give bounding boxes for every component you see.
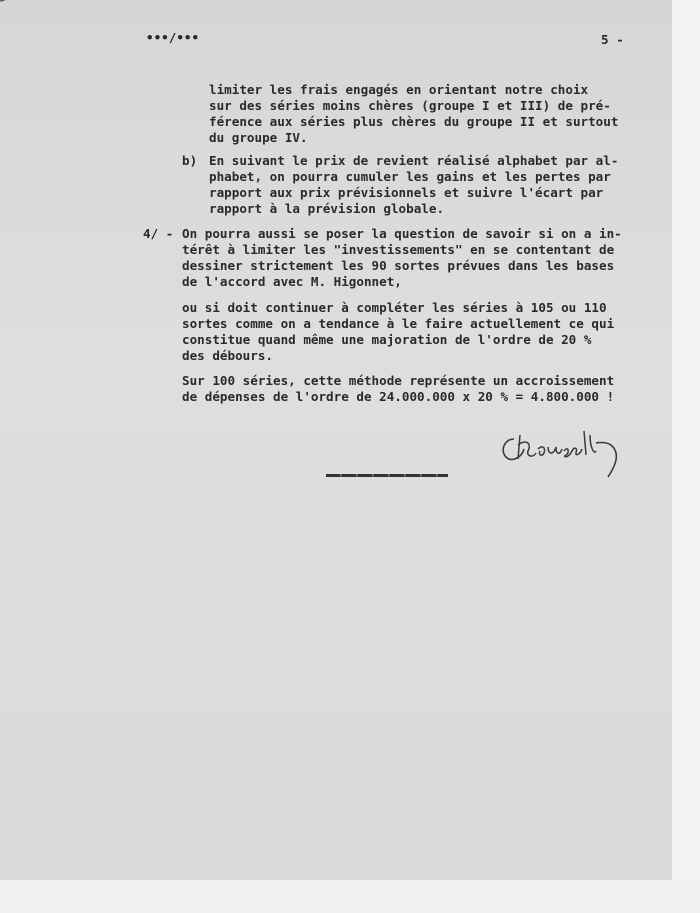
text-line: férence aux séries plus chères du groupe II et surtout	[209, 114, 619, 129]
closing-rule	[326, 474, 448, 477]
paragraph-a	[209, 82, 618, 146]
handwritten-signature	[498, 425, 622, 483]
text-line: rapport aux prix prévisionnels et suivre l'écart par	[209, 185, 604, 200]
paragraph-sur	[182, 373, 614, 405]
scan-margin-bottom	[0, 880, 700, 913]
text-line: En suivant le prix de revient réalisé alphabet par al-	[209, 153, 619, 168]
text-line: limiter les frais engagés en orientant notre choix	[209, 82, 589, 97]
page-number: 5 -	[601, 32, 624, 47]
text-line: de l'accord avec M. Higonnet,	[182, 274, 402, 289]
text-line: rapport à la prévision globale.	[209, 201, 445, 216]
text-line: phabet, on pourra cumuler les gains et les pertes par	[209, 169, 611, 184]
item-b-text	[209, 153, 618, 217]
text-line: constitue quand même une majoration de l'ordre de 20 %	[182, 332, 592, 347]
text-line: Sur 100 séries, cette méthode représente un accroissement	[182, 373, 615, 388]
text-line: du groupe IV.	[209, 130, 308, 145]
continuation-mark: •••/•••	[146, 30, 200, 45]
item-4-label: 4/ -	[143, 226, 174, 241]
text-line: On pourra aussi se poser la question de savoir si on a in-	[182, 226, 622, 241]
text-line: térêt à limiter les "investissements" en se contentant de	[182, 242, 615, 257]
text-line: sortes comme on a tendance à le faire actuellement ce qui	[182, 316, 615, 331]
item-b-label: b)	[182, 153, 198, 168]
scan-margin-right	[672, 0, 700, 913]
text-line: de dépenses de l'ordre de 24.000.000 x 20 % = 4.800.000 !	[182, 389, 615, 404]
text-line: dessiner strictement les 90 sortes prévues dans les bases	[182, 258, 615, 273]
text-line: des débours.	[182, 348, 273, 363]
text-line: sur des séries moins chères (groupe I et III) de pré-	[209, 98, 611, 113]
corner-mark	[0, 0, 57, 2]
text-line: ou si doit continuer à compléter les séries à 105 ou 110	[182, 300, 607, 315]
item-4-text	[182, 226, 622, 290]
paragraph-ou	[182, 300, 614, 364]
